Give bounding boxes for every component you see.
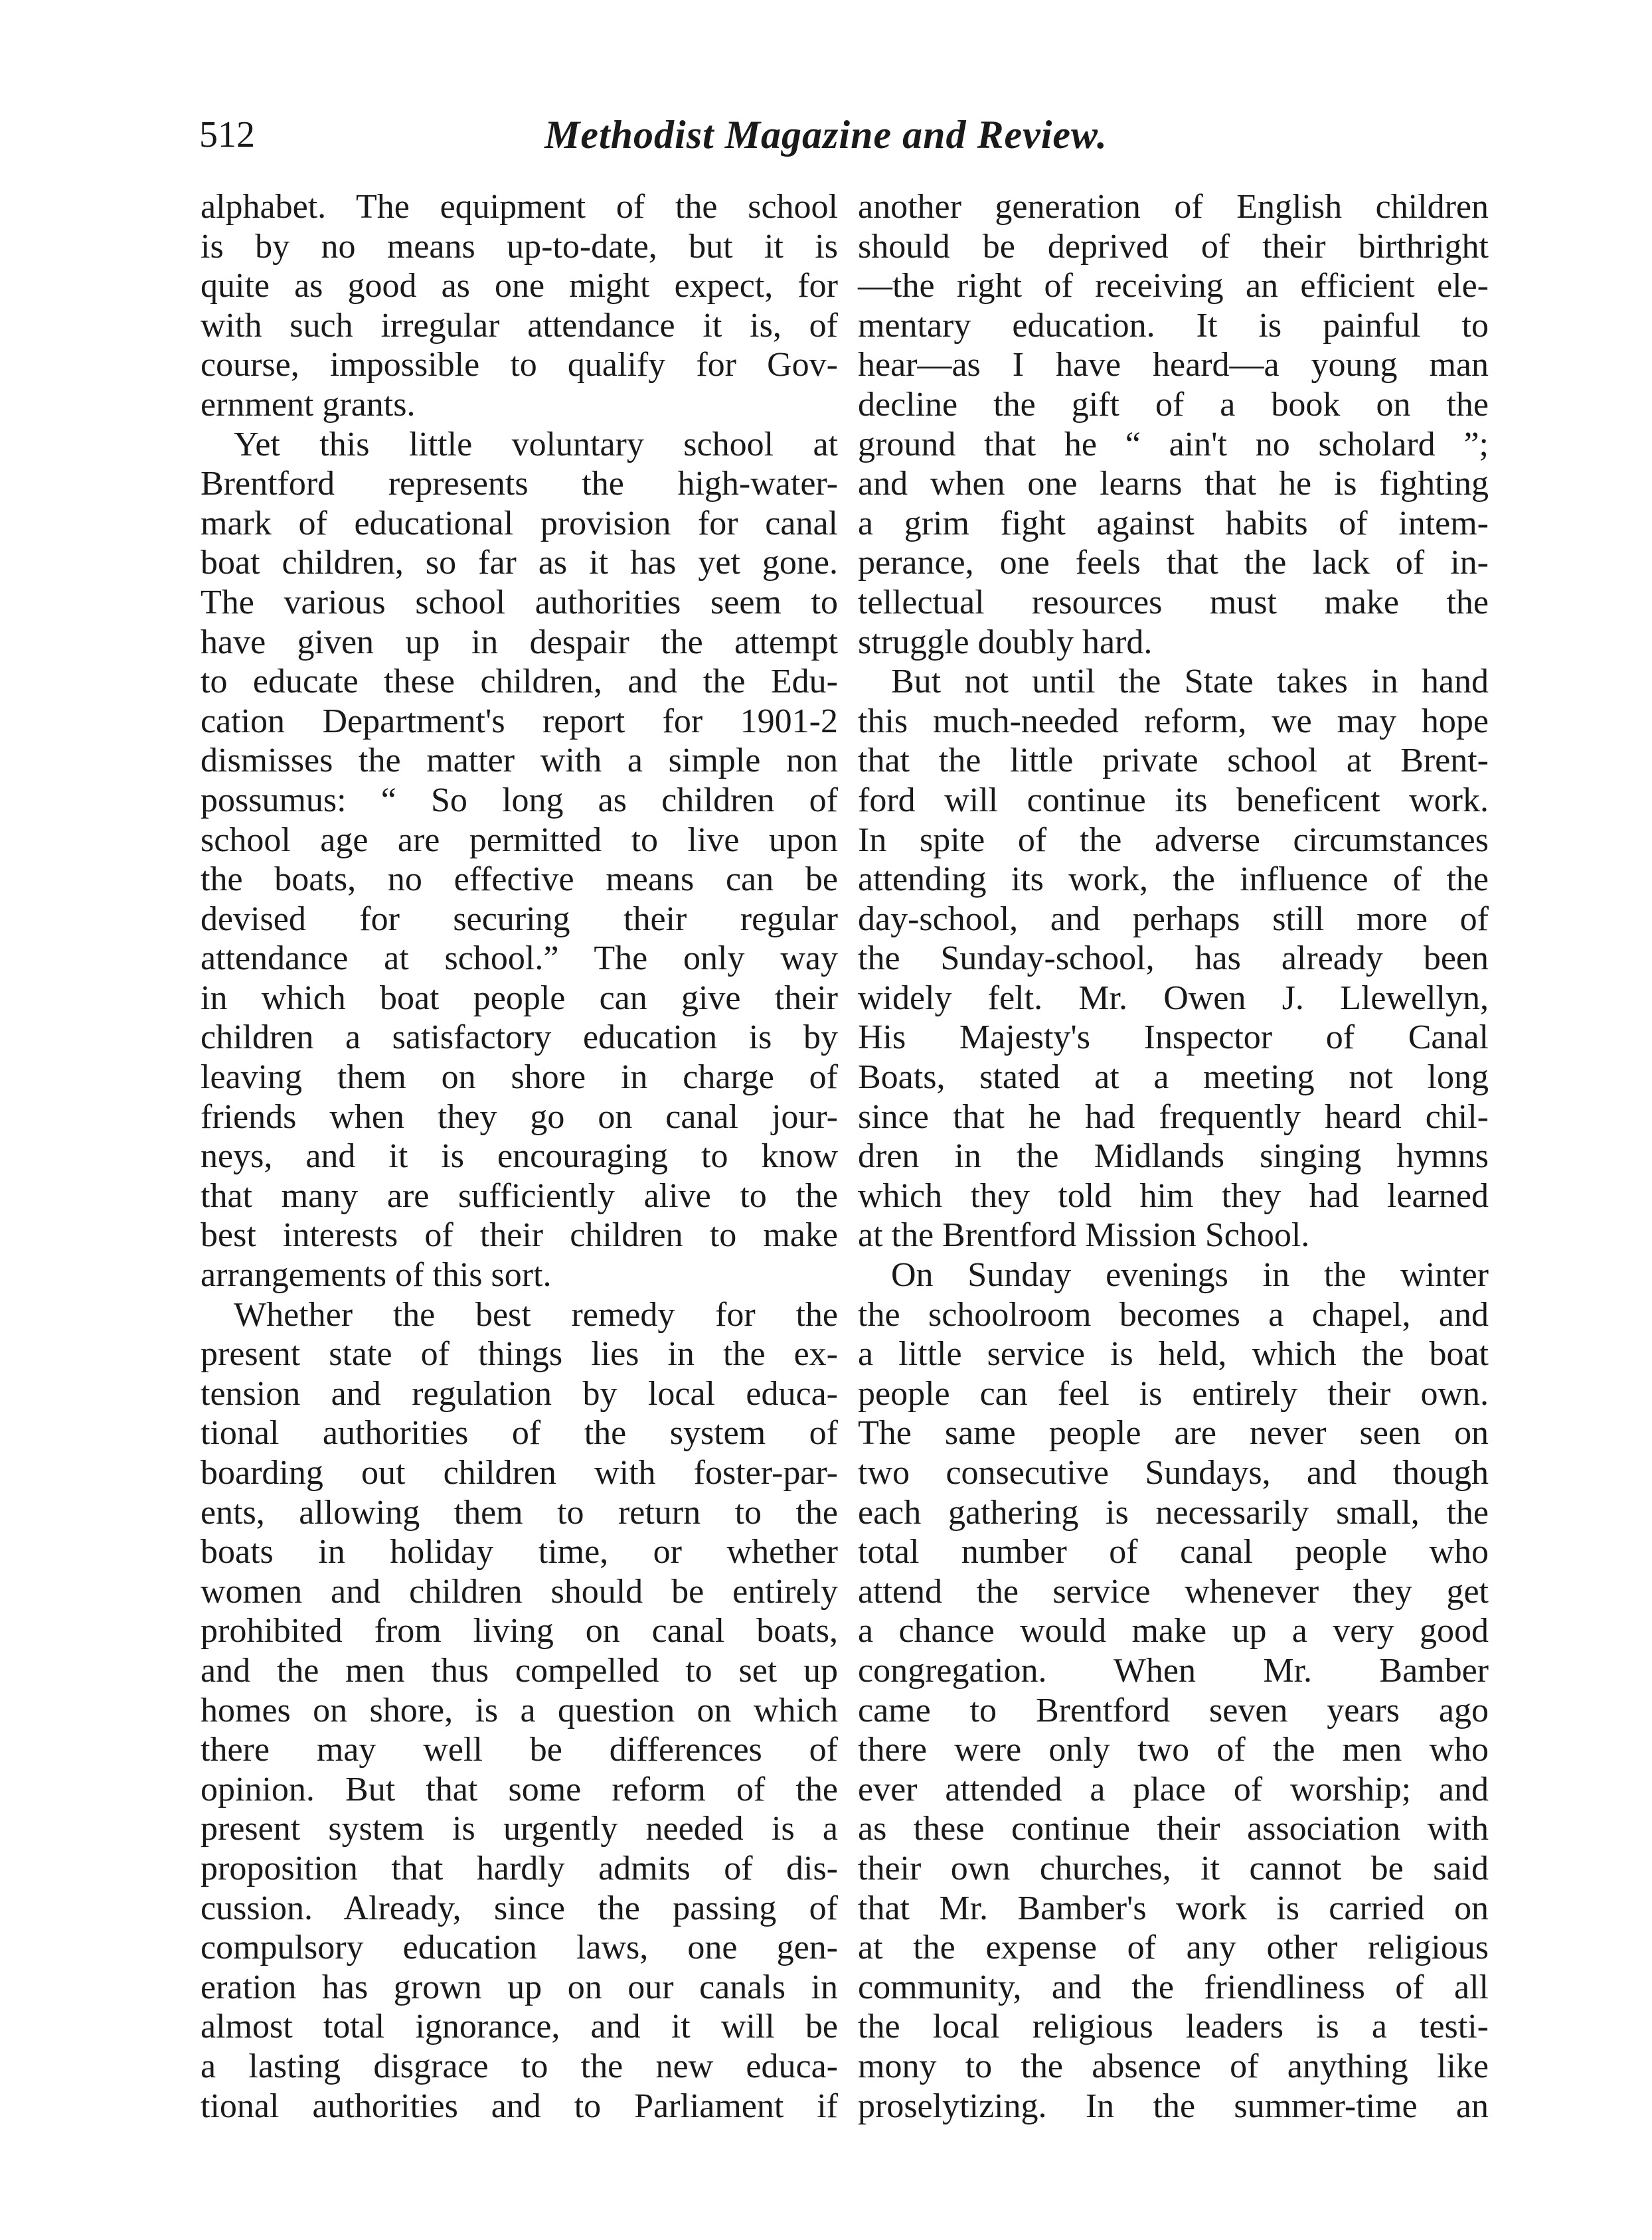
text-line: almost total ignorance, and it will be	[201, 2008, 838, 2046]
text-line: that Mr. Bamber's work is carried on	[858, 1889, 1489, 1927]
text-line: boarding out children with foster-par-	[201, 1454, 838, 1492]
text-line: should be deprived of their birthright	[858, 227, 1489, 266]
text-line: is by no means up-to-date, but it is	[201, 227, 838, 266]
text-line: congregation. When Mr. Bamber	[858, 1651, 1489, 1690]
text-line: there may well be differences of	[201, 1731, 838, 1769]
text-line: another generation of English children	[858, 188, 1489, 226]
text-line: perance, one feels that the lack of in-	[858, 544, 1489, 582]
text-line: at the Brentford Mission School.	[858, 1216, 1310, 1255]
text-line: Boats, stated at a meeting not long	[858, 1058, 1489, 1097]
text-line: friends when they go on canal jour-	[201, 1097, 838, 1136]
text-line: decline the gift of a book on the	[858, 385, 1489, 424]
text-line: women and children should be entirely	[201, 1572, 838, 1611]
text-line: that the little private school at Brent-	[858, 742, 1489, 780]
text-line: Whether the best remedy for the	[234, 1295, 838, 1334]
text-line: the schoolroom becomes a chapel, and	[858, 1295, 1489, 1334]
text-line: opinion. But that some reform of the	[201, 1770, 838, 1808]
text-line: mentary education. It is painful to	[858, 306, 1489, 345]
text-line: proposition that hardly admits of dis-	[201, 1849, 838, 1887]
text-line: to educate these children, and the Edu-	[201, 663, 838, 701]
text-line: attend the service whenever they get	[858, 1572, 1489, 1611]
text-line: have given up in despair the attempt	[201, 623, 838, 661]
text-line: cussion. Already, since the passing of	[201, 1889, 838, 1927]
text-line: tellectual resources must make the	[858, 583, 1489, 621]
text-line: the local religious leaders is a testi-	[858, 2008, 1489, 2046]
text-line: community, and the friendliness of all	[858, 1968, 1489, 2006]
text-line: school age are permitted to live upon	[201, 821, 838, 859]
text-line: at the expense of any other religious	[858, 1929, 1489, 1967]
text-line: On Sunday evenings in the winter	[891, 1256, 1489, 1295]
text-line: that many are sufficiently alive to the	[201, 1176, 838, 1215]
text-line: tional authorities of the system of	[201, 1414, 838, 1453]
text-line: total number of canal people who	[858, 1533, 1489, 1571]
text-line: devised for securing their regular	[201, 900, 838, 938]
text-line: mony to the absence of anything like	[858, 2047, 1489, 2085]
text-line: In spite of the adverse circumstances	[858, 821, 1489, 859]
text-line: arrangements of this sort.	[201, 1256, 552, 1295]
text-line: ground that he “ ain't no scholard ”;	[858, 425, 1489, 463]
text-line: boats in holiday time, or whether	[201, 1533, 838, 1571]
text-line: came to Brentford seven years ago	[858, 1691, 1489, 1729]
text-line: —the right of receiving an efficient ele-	[858, 267, 1489, 305]
text-line: this much-needed reform, we may hope	[858, 702, 1489, 740]
text-line: best interests of their children to make	[201, 1216, 838, 1255]
right-text-column	[858, 187, 1489, 2126]
text-line: mark of educational provision for canal	[201, 504, 838, 542]
text-line: present state of things lies in the ex-	[201, 1335, 838, 1374]
text-line: tension and regulation by local educa-	[201, 1374, 838, 1413]
text-line: a chance would make up a very good	[858, 1612, 1489, 1650]
text-line: a grim fight against habits of intem-	[858, 504, 1489, 542]
text-line: The various school authorities seem to	[201, 583, 838, 621]
text-line: attending its work, the influence of the	[858, 860, 1489, 899]
running-title: Methodist Magazine and Review.	[544, 113, 1108, 157]
text-line: neys, and it is encouraging to know	[201, 1137, 838, 1176]
text-line: widely felt. Mr. Owen J. Llewellyn,	[858, 979, 1489, 1017]
text-line: quite as good as one might expect, for	[201, 267, 838, 305]
text-line: present system is urgently needed is a	[201, 1810, 838, 1848]
page-header	[199, 105, 1461, 165]
text-line: His Majesty's Inspector of Canal	[858, 1018, 1489, 1057]
text-line: Brentford represents the high-water-	[201, 465, 838, 503]
page-number: 512	[199, 114, 255, 155]
text-line: a lasting disgrace to the new educa-	[201, 2047, 838, 2085]
text-line: day-school, and perhaps still more of	[858, 900, 1489, 938]
text-line: The same people are never seen on	[858, 1414, 1489, 1453]
text-line: eration has grown up on our canals in	[201, 1968, 838, 2006]
text-line: which they told him they had learned	[858, 1176, 1489, 1215]
left-text-column	[201, 187, 838, 2126]
text-line: as these continue their association with	[858, 1810, 1489, 1848]
text-line: ford will continue its beneficent work.	[858, 781, 1489, 819]
text-line: in which boat people can give their	[201, 979, 838, 1017]
text-line: with such irregular attendance it is, of	[201, 306, 838, 345]
text-line: two consecutive Sundays, and though	[858, 1454, 1489, 1492]
text-line: each gathering is necessarily small, the	[858, 1493, 1489, 1532]
text-line: their own churches, it cannot be said	[858, 1849, 1489, 1887]
text-line: compulsory education laws, one gen-	[201, 1929, 838, 1967]
text-line: Yet this little voluntary school at	[234, 425, 838, 463]
text-line: possumus: “ So long as children of	[201, 781, 838, 819]
text-line: ents, allowing them to return to the	[201, 1493, 838, 1532]
text-line: boat children, so far as it has yet gone.	[201, 544, 838, 582]
text-line: But not until the State takes in hand	[891, 663, 1489, 701]
text-line: leaving them on shore in charge of	[201, 1058, 838, 1097]
text-line: and when one learns that he is fighting	[858, 465, 1489, 503]
text-line: prohibited from living on canal boats,	[201, 1612, 838, 1650]
text-line: proselytizing. In the summer-time an	[858, 2087, 1489, 2125]
text-line: cation Department's report for 1901-2	[201, 702, 838, 740]
text-line: children a satisfactory education is by	[201, 1018, 838, 1057]
text-line: a little service is held, which the boat	[858, 1335, 1489, 1374]
text-line: ever attended a place of worship; and	[858, 1770, 1489, 1808]
text-line: dren in the Midlands singing hymns	[858, 1137, 1489, 1176]
text-line: dismisses the matter with a simple non	[201, 742, 838, 780]
text-line: since that he had frequently heard chil-	[858, 1097, 1489, 1136]
text-line: course, impossible to qualify for Gov-	[201, 346, 838, 384]
text-line: ernment grants.	[201, 385, 416, 424]
text-line: tional authorities and to Parliament if	[201, 2087, 838, 2125]
text-line: people can feel is entirely their own.	[858, 1374, 1489, 1413]
text-line: the Sunday-school, has already been	[858, 939, 1489, 978]
text-line: attendance at school.” The only way	[201, 939, 838, 978]
text-line: the boats, no effective means can be	[201, 860, 838, 899]
text-line: struggle doubly hard.	[858, 623, 1153, 661]
text-line: hear—as I have heard—a young man	[858, 346, 1489, 384]
text-line: there were only two of the men who	[858, 1731, 1489, 1769]
text-line: and the men thus compelled to set up	[201, 1651, 838, 1690]
text-line: homes on shore, is a question on which	[201, 1691, 838, 1729]
text-line: alphabet. The equipment of the school	[201, 188, 838, 226]
